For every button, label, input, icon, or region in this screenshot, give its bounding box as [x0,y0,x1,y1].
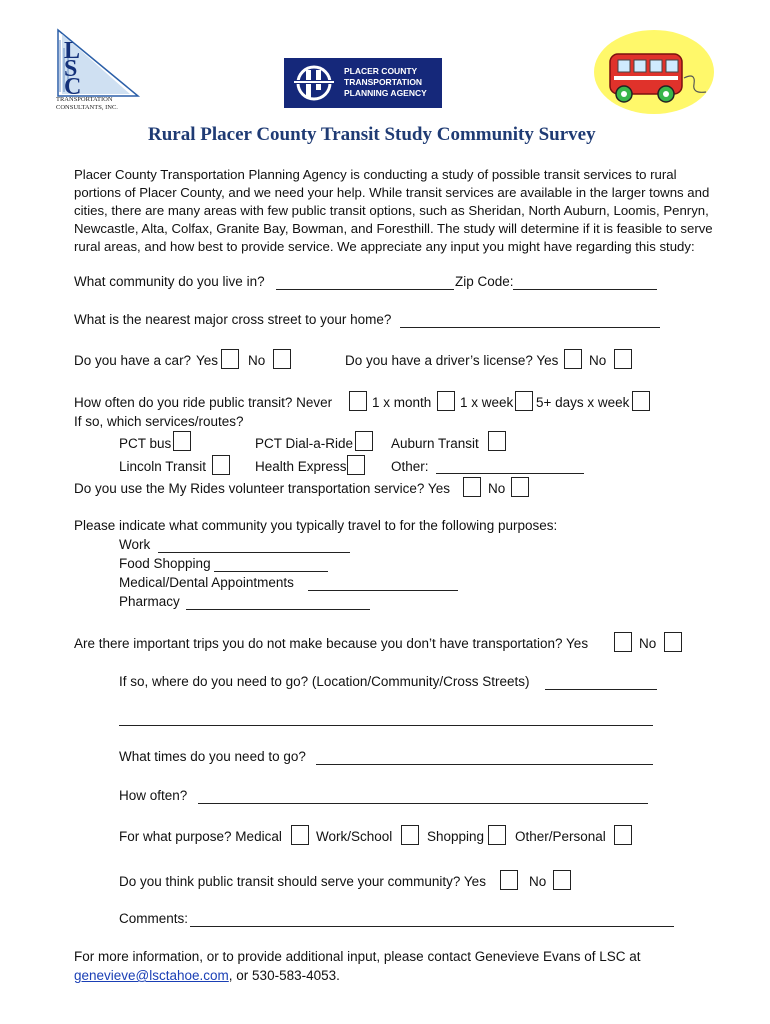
pct-bus-checkbox[interactable] [173,431,191,451]
freq-5-week-label: 5+ days x week [536,395,630,410]
serve-label: Do you think public transit should serve your community? Yes [119,874,486,889]
car-label: Do you have a car? [74,353,192,368]
trips-yes-checkbox[interactable] [614,632,632,652]
serve-no-label: No [529,874,547,889]
serve-yes-checkbox[interactable] [500,870,518,890]
purpose-work-school-label: Work/School [316,829,393,844]
where-input-line[interactable] [545,689,657,690]
intro-paragraph: Placer County Transportation Planning Agency is conducting a study of possible transit services to rural portions of Placer County, and we need your help. While transit services are available in the larger towns and cities, there are many areas with few public transit options, such as Sheridan, North Auburn, Loomis, Penryn, Newcastle, Alta, Colfax, Granite Bay, Bowman, and Foresthill. The study will determine if it is feasible to serve rural areas, and how best to provide service. We appreciate any input you might have regarding this study: [74,167,713,254]
serve-no-checkbox[interactable] [553,870,571,890]
trips-label: Are there important trips you do not make because you don’t have transportation? Yes [74,636,589,651]
other-service-label: Other: [391,459,429,474]
purpose-other-personal-label: Other/Personal [515,829,606,844]
purpose-pharmacy-label: Pharmacy [119,594,180,609]
pct-dial-a-ride-label: PCT Dial-a-Ride [255,436,354,451]
lsc-logo [40,28,150,112]
freq-1-month-label: 1 x month [372,395,432,410]
ride-freq-label: How often do you ride public transit? Never [74,395,333,410]
purpose-work-label: Work [119,537,151,552]
lsc-letters: LSC [64,38,83,100]
times-label: What times do you need to go? [119,749,306,764]
times-input-line[interactable] [316,764,653,765]
community-input-line[interactable] [276,289,454,290]
other-service-input-line[interactable] [436,473,584,474]
car-no-checkbox[interactable] [273,349,291,369]
purpose-shopping-label: Shopping [427,829,485,844]
purpose-food-input-line[interactable] [214,571,328,572]
license-yes-checkbox[interactable] [564,349,582,369]
purpose-pharmacy-input-line[interactable] [186,609,370,610]
pcta-logo [284,58,442,108]
how-often-label: How often? [119,788,188,803]
footer-line-2 [74,968,340,984]
lsc-caption-1: TRANSPORTATION [56,96,113,103]
bus-icon [592,28,716,114]
myrides-no-label: No [488,481,506,496]
license-no-label: No [589,353,607,368]
freq-1-week-checkbox[interactable] [515,391,533,411]
myrides-label: Do you use the My Rides volunteer transportation service? Yes [74,481,450,496]
lincoln-transit-label: Lincoln Transit [119,459,207,474]
purposes-intro: Please indicate what community you typically travel to for the following purposes: [74,518,558,533]
pct-dial-a-ride-checkbox[interactable] [355,431,373,451]
car-no-label: No [248,353,266,368]
pct-bus-label: PCT bus [119,436,172,451]
trips-no-checkbox[interactable] [664,632,682,652]
bus-illustration [592,28,716,114]
purpose-food-label: Food Shopping [119,556,211,571]
purpose-shopping-checkbox[interactable] [488,825,506,845]
myrides-yes-checkbox[interactable] [463,477,481,497]
footer-contact: For more information, or to provide additional input, please contact Genevieve Evans of LSC at [74,949,641,964]
freq-never-checkbox[interactable] [349,391,367,411]
community-label: What community do you live in? [74,274,265,289]
purpose-label: For what purpose? Medical [119,829,282,844]
freq-5-week-checkbox[interactable] [632,391,650,411]
health-express-label: Health Express [255,459,347,474]
purpose-medical-checkbox[interactable] [291,825,309,845]
purpose-other-personal-checkbox[interactable] [614,825,632,845]
purpose-work-school-checkbox[interactable] [401,825,419,845]
purpose-medical-label: Medical/Dental Appointments [119,575,294,590]
trips-no-label: No [639,636,657,651]
health-express-checkbox[interactable] [347,455,365,475]
lsc-caption-2: CONSULTANTS, INC. [56,104,118,111]
where-label: If so, where do you need to go? (Location/Community/Cross Streets) [119,674,530,689]
lincoln-transit-checkbox[interactable] [212,455,230,475]
cross-street-label: What is the nearest major cross street to your home? [74,312,392,327]
license-no-checkbox[interactable] [614,349,632,369]
auburn-transit-checkbox[interactable] [488,431,506,451]
pcta-line-1: PLACER COUNTY [344,66,418,76]
cross-street-input-line[interactable] [400,327,660,328]
where-input-line-2[interactable] [119,725,653,726]
services-label: If so, which services/routes? [74,414,244,429]
myrides-no-checkbox[interactable] [511,477,529,497]
comments-input-line[interactable] [190,926,674,927]
footer-phone: , or 530-583-4053. [228,968,340,983]
license-label: Do you have a driver’s license? Yes [345,353,559,368]
purpose-work-input-line[interactable] [158,552,350,553]
car-yes-checkbox[interactable] [221,349,239,369]
purpose-medical-input-line[interactable] [308,590,458,591]
comments-label: Comments: [119,911,189,926]
pcta-emblem [292,64,340,102]
freq-1-week-label: 1 x week [460,395,514,410]
zip-label: Zip Code: [455,274,514,289]
zip-input-line[interactable] [513,289,657,290]
pcta-line-2: TRANSPORTATION [344,77,423,87]
contact-email-link[interactable]: genevieve@lsctahoe.com [74,968,229,983]
auburn-transit-label: Auburn Transit [391,436,479,451]
pcta-line-3: PLANNING AGENCY [344,88,427,98]
survey-title: Rural Placer County Transit Study Community Survey [148,124,596,145]
car-yes-label: Yes [196,353,219,368]
how-often-input-line[interactable] [198,803,648,804]
freq-1-month-checkbox[interactable] [437,391,455,411]
